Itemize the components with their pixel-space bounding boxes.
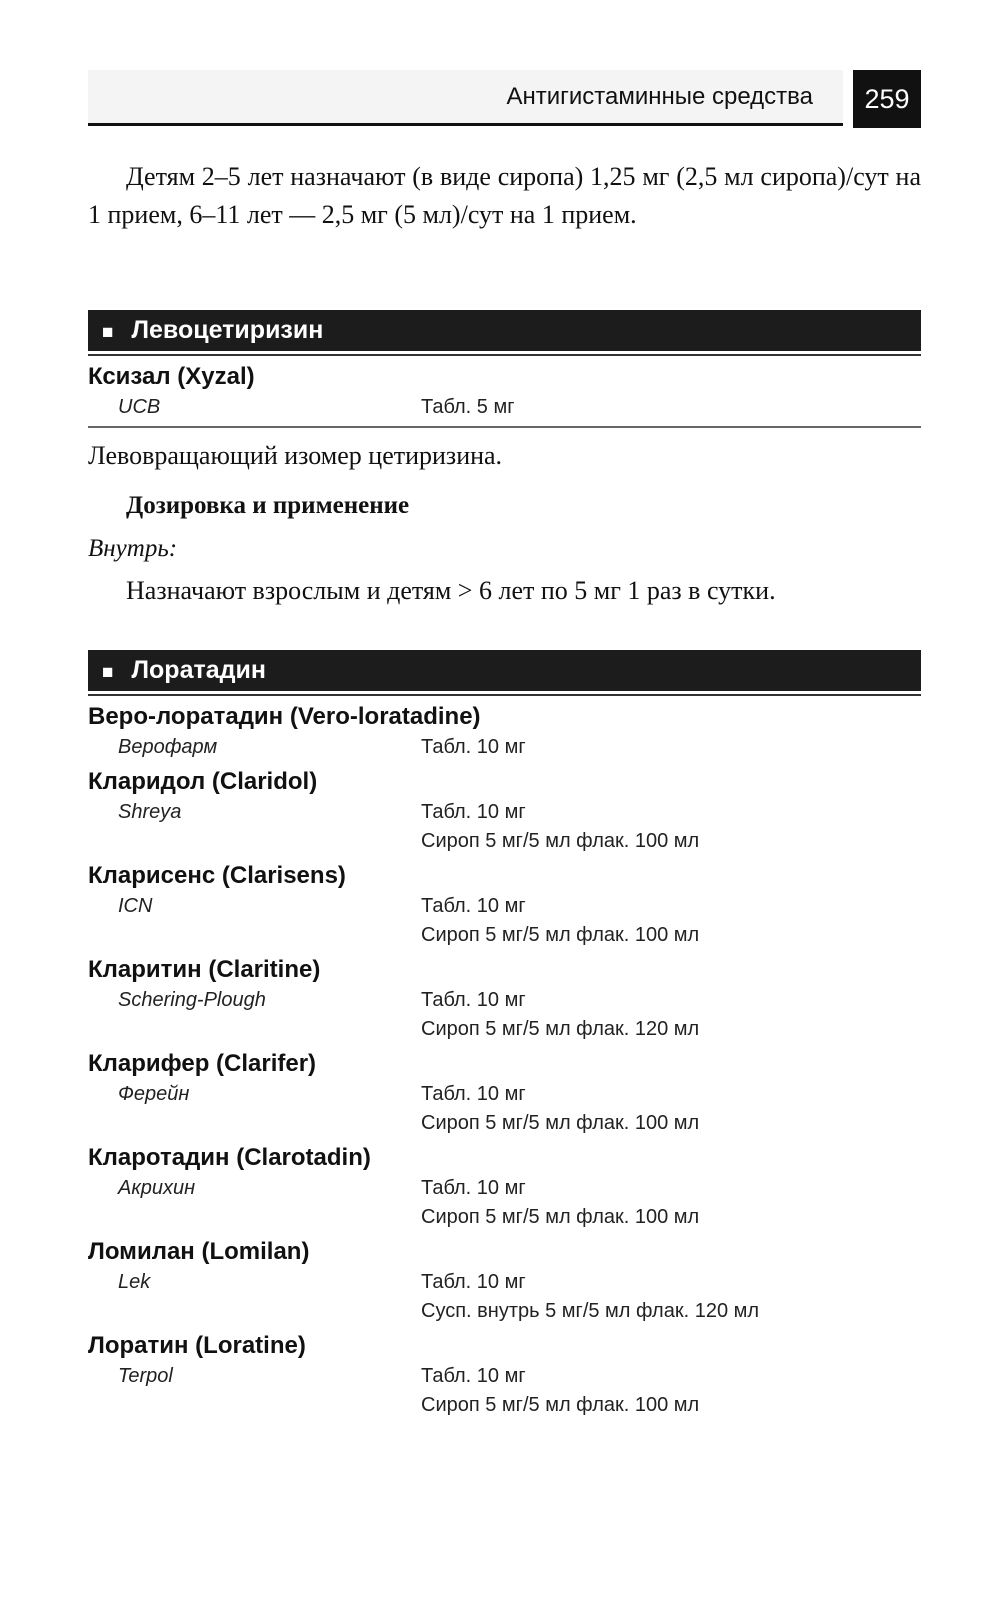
drug-form: Табл. 10 мг <box>421 895 526 917</box>
drug-maker: Schering-Plough <box>118 989 266 1011</box>
drug-name: Кларифер (Clarifer) <box>88 1050 317 1077</box>
drug-form: Сусп. внутрь 5 мг/5 мл флак. 120 мл <box>421 1300 760 1322</box>
section-heading-levocetirizine <box>88 310 921 351</box>
drug-name: Кларитин (Claritine) <box>88 956 321 983</box>
drug-form: Табл. 10 мг <box>421 1271 526 1293</box>
drug-name: Кларисенс (Clarisens) <box>88 862 346 889</box>
route-label: Внутрь: <box>88 535 178 562</box>
intro-paragraph: Детям 2–5 лет назначают (в виде сиропа) 1,25 мг (2,5 мл сиропа)/сут на 1 прием, 6–11 лет — 2,5 мг (5 мл)/сут на 1 прием. <box>88 162 921 229</box>
drug-form: Сироп 5 мг/5 мл флак. 100 мл <box>421 924 700 946</box>
drug-name: Кларотадин (Clarotadin) <box>88 1144 371 1171</box>
drug-form: Сироп 5 мг/5 мл флак. 100 мл <box>421 1394 700 1416</box>
header-rule <box>88 123 843 126</box>
drug-form: Табл. 10 мг <box>421 1177 526 1199</box>
dosage-text: Назначают взрослым и детям > 6 лет по 5 мг 1 раз в сутки. <box>126 576 776 605</box>
section-heading-loratadine <box>88 650 921 691</box>
square-bullet-icon: ■ <box>102 322 114 343</box>
drug-maker: ICN <box>118 895 153 917</box>
drug-maker: Terpol <box>118 1365 173 1387</box>
drug-maker: UCB <box>118 396 161 418</box>
drug-form: Сироп 5 мг/5 мл флак. 100 мл <box>421 1112 700 1134</box>
drug-maker: Shreya <box>118 801 182 823</box>
drug-name: Веро-лоратадин (Vero-loratadine) <box>88 703 481 730</box>
drug-form: Табл. 10 мг <box>421 1365 526 1387</box>
entry-rule <box>88 426 921 428</box>
document-page <box>88 0 921 1600</box>
drug-form: Сироп 5 мг/5 мл флак. 120 мл <box>421 1018 700 1040</box>
drug-form: Сироп 5 мг/5 мл флак. 100 мл <box>421 830 700 852</box>
dosage-heading: Дозировка и применение <box>126 492 410 519</box>
drug-name: Кларидол (Claridol) <box>88 768 318 795</box>
drug-form: Табл. 10 мг <box>421 801 526 823</box>
section-rule <box>88 694 921 696</box>
page-number: 259 <box>853 70 921 128</box>
drug-description: Левовращающий изомер цетиризина. <box>88 441 503 470</box>
running-header <box>88 70 921 128</box>
drug-name: Ксизал (Xyzal) <box>88 363 255 390</box>
drug-form: Сироп 5 мг/5 мл флак. 100 мл <box>421 1206 700 1228</box>
drug-form: Табл. 5 мг <box>421 396 515 418</box>
drug-maker: Верофарм <box>118 736 218 758</box>
section-rule <box>88 354 921 356</box>
drug-name: Ломилан (Lomilan) <box>88 1238 310 1265</box>
drug-form: Табл. 10 мг <box>421 1083 526 1105</box>
section-title: Лоратадин <box>131 656 266 684</box>
drug-form: Табл. 10 мг <box>421 736 526 758</box>
drug-maker: Ферейн <box>118 1083 190 1105</box>
section-title: Левоцетиризин <box>131 316 324 344</box>
drug-name: Лоратин (Loratine) <box>88 1332 306 1359</box>
header-title: Антигистаминные средства <box>506 83 813 110</box>
drug-form: Табл. 10 мг <box>421 989 526 1011</box>
square-bullet-icon: ■ <box>102 662 114 683</box>
drug-maker: Lek <box>118 1271 151 1293</box>
drug-maker: Акрихин <box>118 1177 196 1199</box>
